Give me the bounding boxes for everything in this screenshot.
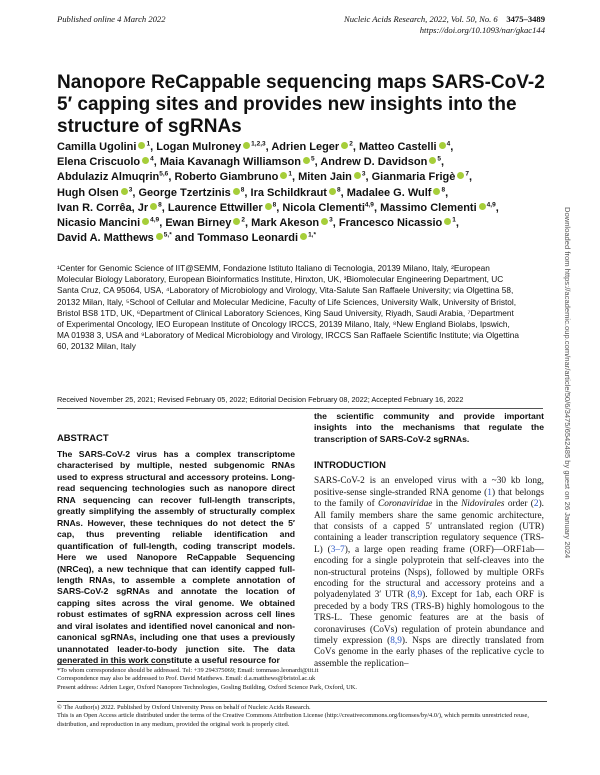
orcid-icon[interactable] [156,233,163,240]
author-name: Matteo Castelli $^4$ [358,140,451,153]
author-affiliation-marker: 8 [441,185,446,193]
orcid-icon[interactable] [280,172,287,179]
orcid-icon[interactable] [341,142,348,149]
author-affiliation-marker: 1,* [308,231,317,239]
orcid-icon[interactable] [265,203,272,210]
author-name: Laurence Ettwiller $^8$ [167,201,277,214]
author-affiliation-marker: 1,2,3 [251,140,266,148]
doi-link[interactable]: https://doi.org/10.1093/nar/gkac144 [419,25,545,35]
author-affiliation-marker: 8 [158,201,162,209]
ref-link[interactable]: 3–7 [330,544,345,555]
page-range: 3475–3489 [506,14,545,24]
journal-name: Nucleic Acids Research, 2022, Vol. 50, No. 6 [344,14,498,24]
copyright-line: © The Author(s) 2022. Published by Oxford University Press on behalf of Nucleic Acids Research. [57,704,311,711]
orcid-icon[interactable] [444,218,451,225]
abstract-section [57,432,295,667]
author-name: Maia Kavanagh Williamson $^5$ [159,155,315,169]
orcid-icon[interactable] [303,157,310,164]
author-affiliation-marker: 2 [349,140,353,148]
dates-divider [57,408,543,409]
right-column [314,411,544,670]
orcid-icon[interactable] [233,218,240,225]
orcid-icon[interactable] [300,233,307,240]
orcid-icon[interactable] [433,188,440,195]
introduction-heading: INTRODUCTION [314,459,386,471]
footnote-divider [57,664,167,665]
orcid-icon[interactable] [354,172,361,179]
author-name: Massimo Clementi $^{4,9}$ [380,201,496,214]
author-affiliation-marker: 1 [452,216,456,224]
ref-link[interactable]: 8,9 [410,590,423,601]
author-name: Nicasio Mancini $^{4,9}$ [57,216,160,230]
author-name: Logan Mulroney $^{1,2,3}$ [156,140,266,153]
orcid-icon[interactable] [150,203,157,210]
copyright-block [57,704,547,729]
introduction-text: SARS-CoV-2 is an enveloped virus with a ~30 kb long, positive-sense single-stranded RNA genome (1) that belongs to the family of Coronaviridae in the Nidovirales order (2). All family members share the same genomic architecture, that consists of a capped 5′ untranslated region (UTR) containing a leader transcription regulatory sequence (TRS-L) (3–7), a large open reading frame (ORF)—ORF1ab—encoding for a single polyprotein that self-cleaves into the non-structural proteins (Nsps), followed by multiple ORFs encoding for the structural and accessory proteins and a polyadenylated 3′ UTR (8,9). Except for 1ab, each ORF is preceded by a body TRS (TRS-B) highly homologous to the TRS-L. These genomic features are at the basis of coronaviruses (CoVs) regulation of protein abundance and timely expression (8,9). Nsps are directly translated from CoVs genome in the early phases of the replicative cycle to assemble the replication– [314,476,544,669]
author-affiliation-marker: 8 [240,185,245,193]
orcid-icon[interactable] [479,203,486,210]
author-affiliation-marker: 3 [361,170,366,178]
author-name: David A. Matthews $^{5,*}$ [57,231,172,245]
corresponding-author-note: *To whom correspondence should be addressed. Tel: +39 294375069; Email: tommaso.leonardi@iit.it [57,667,319,674]
license-text: This is an Open Access article distributed under the terms of the Creative Commons Attribution License (http://creativecommons.org/licenses/by/4.0/), which permits unrestricted reuse, distribution, and reproduction in any medium, provided the original work is properly cited. [57,712,529,728]
download-watermark [563,207,584,677]
article-title: Nanopore ReCappable sequencing maps SARS-CoV-2 5′ capping sites and provides new insights into the structure of sgRNAs [57,72,545,137]
copyright-divider [57,701,547,702]
author-affiliation-marker: 8 [336,185,341,193]
author-name: Nicola Clementi$^{4,9}$ [282,201,374,214]
article-dates: Received November 25, 2021; Revised February 05, 2022; Editorial Decision February 08, 2022; Accepted February 16, 2022 [57,395,464,404]
author-name: Miten Jain $^3$ [298,170,366,184]
author-affiliation-marker: 4,9 [364,201,374,209]
author-affiliation-marker: 1 [288,170,292,178]
abstract-continuation: the scientific community and provide important insights into the mechanisms that regulate the transcription of SARS-CoV-2 sgRNAs. [314,411,544,444]
author-name: Madalee G. Wulf $^8$ [346,185,446,199]
author-name: Gianmaria Frigè $^7$ [371,170,470,184]
ref-link[interactable]: 8,9 [390,636,402,647]
author-affiliation-marker: 4 [446,140,451,148]
author-affiliation-marker: 3 [329,216,333,224]
orcid-icon[interactable] [329,188,336,195]
author-name: Mark Akeson $^3$ [251,216,333,230]
author-affiliation-marker: 5,* [163,231,172,239]
author-name: Roberto Giambruno $^1$ [174,170,292,184]
ref-link[interactable]: 2 [533,499,539,510]
journal-citation [344,14,545,36]
orcid-icon[interactable] [142,157,149,164]
orcid-icon[interactable] [321,218,328,225]
author-name: Abdulaziz Almuqrin$^{5,6}$ [57,170,169,184]
affiliations: ¹Center for Genomic Science of IIT@SEMM, Fondazione Istituto Italiano di Tecnologia, 20139 Milano, Italy, ²European Molecular Biology Laboratory, European Bioinformatics Institute, Hinxton, UK, ³Biomolecular Engineering Department, UC Santa Cruz, CA 95064, USA, ⁴Laboratory of Microbiology and Virology, Vita-Salute San Raffaele University; via Olgettina 58, 20132 Milan, Italy, ⁵School of Cellular and Molecular Medicine, Faculty of Life Sciences, University Walk, University of Bristol, Bristol BS8 1TD, UK, ⁶Department of Clinical Laboratory Sciences, King Saud University, Riyadh, Saudi Arabia, ⁷Department of Experimental Oncology, IEO European Institute of Oncology IRCCS, 20139 Milano, Italy, ⁸New England Biolabs, Ipswich, MA 01938 3, USA and ⁹Laboratory of Medical Microbiology and Virology, IRCCS San Raffaele Scientific Institute; via Olgettina 60, 20132 Milan, Italy [57,263,519,352]
author-name: Camilla Ugolini $^1$ [57,140,151,153]
author-name: Francesco Nicassio $^1$ [338,216,456,230]
download-note-text: Downloaded from https://academic.oup.com/nar/article/50/6/3475/6542485 by guest on 26 January 2024 [563,207,572,559]
author-affiliation-marker: 4,9 [150,216,160,224]
abstract-text: The SARS-CoV-2 virus has a complex transcriptome characterised by multiple, nested subgenomic RNAs used to express structural and accessory proteins. Long-read sequencing technologies such as nanopore direct RNA sequencing can recover full-length transcripts, greatly simplifying the assembly of structurally complex RNAs. However, these techniques do not detect the 5′ cap, thus preventing reliable identification and quantification of full-length, coding transcript models. Here we used Nanopore ReCappable Sequencing (NRCeq), a new technique that can identify capped full-length RNAs, to assemble a complete annotation of SARS-CoV-2 sgRNAs and annotate the location of capping sites across the viral genome. We obtained robust estimates of sgRNA expression across cell lines and viral isolates and identified novel canonical and non-canonical sgRNAs, including one that uses a previously unannotated leader-to-body junction site. The data generated in this work constitute a useful resource for [57,449,295,666]
orcid-icon[interactable] [439,142,446,149]
author-name: George Tzertzinis $^8$ [138,185,245,199]
author-list: Camilla Ugolini $^1$, Logan Mulroney $^{1,2,3}$, Adrien Leger $^2$, Matteo Castelli $^4$, Elena Criscuolo $^4$, Maia Kavanagh Williamson $^5$, Andrew D. Davidson $^5$, Abdulaziz Almuqrin$^{5,6}$, Roberto Giambruno $^1$, Miten Jain $^3$, Gianmaria Frigè $^7$, Hugh Olsen $^3$, George Tzertzinis $^8$, Ira Schildkraut $^8$, Madalee G. Wulf $^8$, Ivan R. Corrêa, Jr $^8$, Laurence Ettwiller $^8$, Nicola Clementi$^{4,9}$, Massimo Clementi $^{4,9}$, Nicasio Mancini $^{4,9}$, Ewan Birney $^2$, Mark Akeson $^3$, Francesco Nicassio $^1$, David A. Matthews $^{5,*}$ and Tommaso Leonardi $^{1,*}$ [57,140,499,245]
ref-link[interactable]: 1 [487,487,492,498]
author-affiliation-marker: 5 [437,155,441,163]
orcid-icon[interactable] [233,188,240,195]
abstract-heading: ABSTRACT [57,432,109,443]
orcid-icon[interactable] [457,172,464,179]
author-affiliation-marker: 4,9 [486,201,496,209]
orcid-icon[interactable] [142,218,149,225]
author-name: Tommaso Leonardi $^{1,*}$ [197,231,317,245]
orcid-icon[interactable] [429,157,436,164]
author-name: Ewan Birney $^2$ [165,216,245,230]
author-affiliation-marker: 5 [311,155,315,163]
author-name: Ivan R. Corrêa, Jr $^8$ [57,201,162,214]
author-name: Elena Criscuolo $^4$ [57,155,154,169]
author-affiliation-marker: 7 [465,170,470,178]
author-affiliation-marker: 1 [146,140,151,148]
orcid-icon[interactable] [121,188,128,195]
author-affiliation-marker: 8 [272,201,277,209]
author-name: Andrew D. Davidson $^5$ [320,155,441,169]
author-affiliation-marker: 3 [128,185,133,193]
author-name: Hugh Olsen $^3$ [57,185,133,199]
author-affiliation-marker: 5,6 [159,170,169,178]
orcid-icon[interactable] [138,142,145,149]
secondary-correspondence-note: Correspondence may also be addressed to Prof. David Matthews. Email: d.a.matthews@bristol.ac.uk [57,675,316,683]
author-name: Adrien Leger $^2$ [271,140,353,153]
author-name: Ira Schildkraut $^8$ [250,185,341,199]
orcid-icon[interactable] [243,142,250,149]
present-address-note: Present address: Adrien Leger, Oxford Nanopore Technologies, Gosling Building, Oxford Science Park, Oxford, UK. [57,683,358,691]
author-affiliation-marker: 2 [241,216,245,224]
author-affiliation-marker: 4 [150,155,154,163]
footnotes [57,667,547,692]
publication-date: Published online 4 March 2022 [57,14,166,24]
